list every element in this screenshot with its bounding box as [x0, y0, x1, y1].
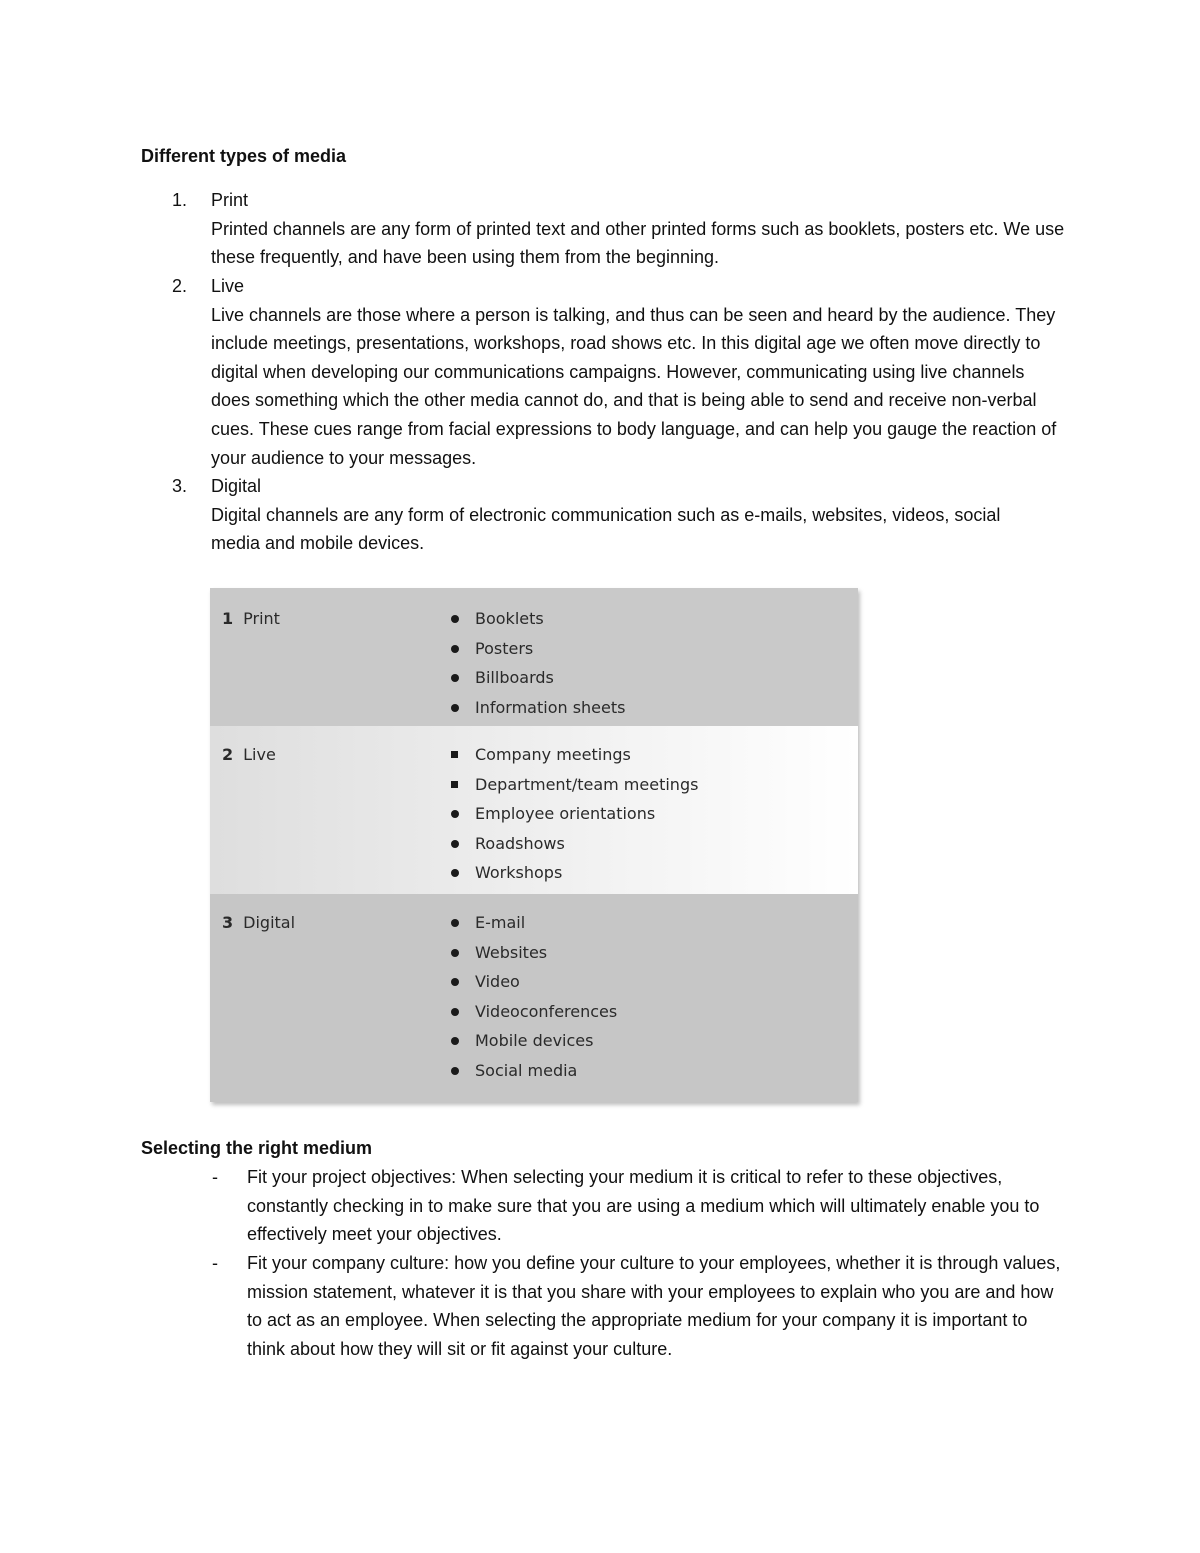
figure-category-digital — [222, 913, 295, 933]
bullet-item-objectives: Fit your project objectives: When selecting your medium it is critical to refer to these objectives, constantly checking in to make sure that you are using a medium which will ultimately enable you to effectively meet your objectives. — [247, 1167, 1040, 1245]
figure-list-digital — [450, 913, 617, 1090]
figure-list-live — [450, 745, 698, 893]
figure-list-item: Videoconferences — [450, 1002, 617, 1032]
bullet-dot-icon — [451, 810, 459, 818]
list-item-title: Digital — [211, 476, 262, 496]
bullet-dot-icon — [451, 645, 459, 653]
bullet-marker: - — [212, 1253, 218, 1273]
figure-list-print — [450, 609, 625, 727]
list-item-print — [211, 186, 1111, 272]
bullet-dot-icon — [451, 840, 459, 848]
bullet-dot-icon — [451, 1008, 459, 1016]
figure-list-item: Information sheets — [450, 698, 625, 728]
list-number-live: 2. — [172, 276, 188, 296]
figure-list-item: Roadshows — [450, 834, 698, 864]
media-types-figure — [210, 588, 858, 1102]
figure-list-item: Company meetings — [450, 745, 698, 775]
bullet-dot-icon — [451, 615, 459, 623]
bullet-dot-icon — [451, 1037, 459, 1045]
figure-category-print — [222, 609, 280, 629]
bullet-dot-icon — [451, 978, 459, 986]
figure-list-item: Mobile devices — [450, 1031, 617, 1061]
list-item-digital — [211, 472, 1111, 558]
figure-list-item: Employee orientations — [450, 804, 698, 834]
bullet-dot-icon — [451, 1067, 459, 1075]
list-item-title: Live — [211, 276, 245, 296]
figure-list-item: Websites — [450, 943, 617, 973]
section-heading-selecting-medium: Selecting the right medium — [141, 1138, 373, 1158]
figure-list-item: E-mail — [450, 913, 617, 943]
figure-category-live — [222, 745, 276, 765]
figure-category-number: 1 — [222, 609, 234, 628]
list-item-title: Print — [211, 190, 249, 210]
section-heading-media-types: Different types of media — [141, 146, 347, 166]
list-number-print: 1. — [172, 190, 188, 210]
bullet-dot-icon — [451, 674, 459, 682]
figure-list-item: Posters — [450, 639, 625, 669]
figure-list-item: Billboards — [450, 668, 625, 698]
list-item-text: Live channels are those where a person is talking, and thus can be seen and heard by the audience. They include meetings, presentations, workshops, road shows etc. In this digital age we often move directly to digital when developing our communications campaigns. However, communicating using live channels does something which the other media cannot do, and that is being able to send and receive non-verbal cues. These cues range from facial expressions to body language, and can help you gauge the reaction of your audience to your messages. — [211, 304, 1057, 468]
figure-category-number: 3 — [222, 913, 234, 932]
figure-list-item: Booklets — [450, 609, 625, 639]
bullet-square-icon — [451, 781, 458, 788]
bullet-marker: - — [212, 1167, 218, 1187]
figure-category-number: 2 — [222, 745, 234, 764]
figure-category-label: Print — [243, 609, 280, 628]
bullet-dot-icon — [451, 869, 459, 877]
figure-list-item: Video — [450, 972, 617, 1002]
bullet-dot-icon — [451, 704, 459, 712]
list-item-text: Printed channels are any form of printed text and other printed forms such as booklets, posters etc. We use these frequently, and have been using them from the beginning. — [211, 218, 1065, 268]
bullet-square-icon — [451, 751, 458, 758]
figure-list-item: Workshops — [450, 863, 698, 893]
figure-category-label: Digital — [243, 913, 296, 932]
figure-list-item: Department/team meetings — [450, 775, 698, 805]
list-item-text: Digital channels are any form of electronic communication such as e-mails, websites, videos, social media and mobile devices. — [211, 504, 1001, 554]
figure-category-label: Live — [243, 745, 276, 764]
bullet-dot-icon — [451, 949, 459, 957]
bullet-dot-icon — [451, 919, 459, 927]
figure-list-item: Social media — [450, 1061, 617, 1091]
list-number-digital: 3. — [172, 476, 188, 496]
bullet-item-culture: Fit your company culture: how you define your culture to your employees, whether it is through values, mission statement, whatever it is that you share with your employees to explain who you are and how to act as an employee. When selecting the appropriate medium for your company it is important to think about how they will sit or fit against your culture. — [247, 1253, 1061, 1359]
list-item-live — [211, 272, 1111, 472]
